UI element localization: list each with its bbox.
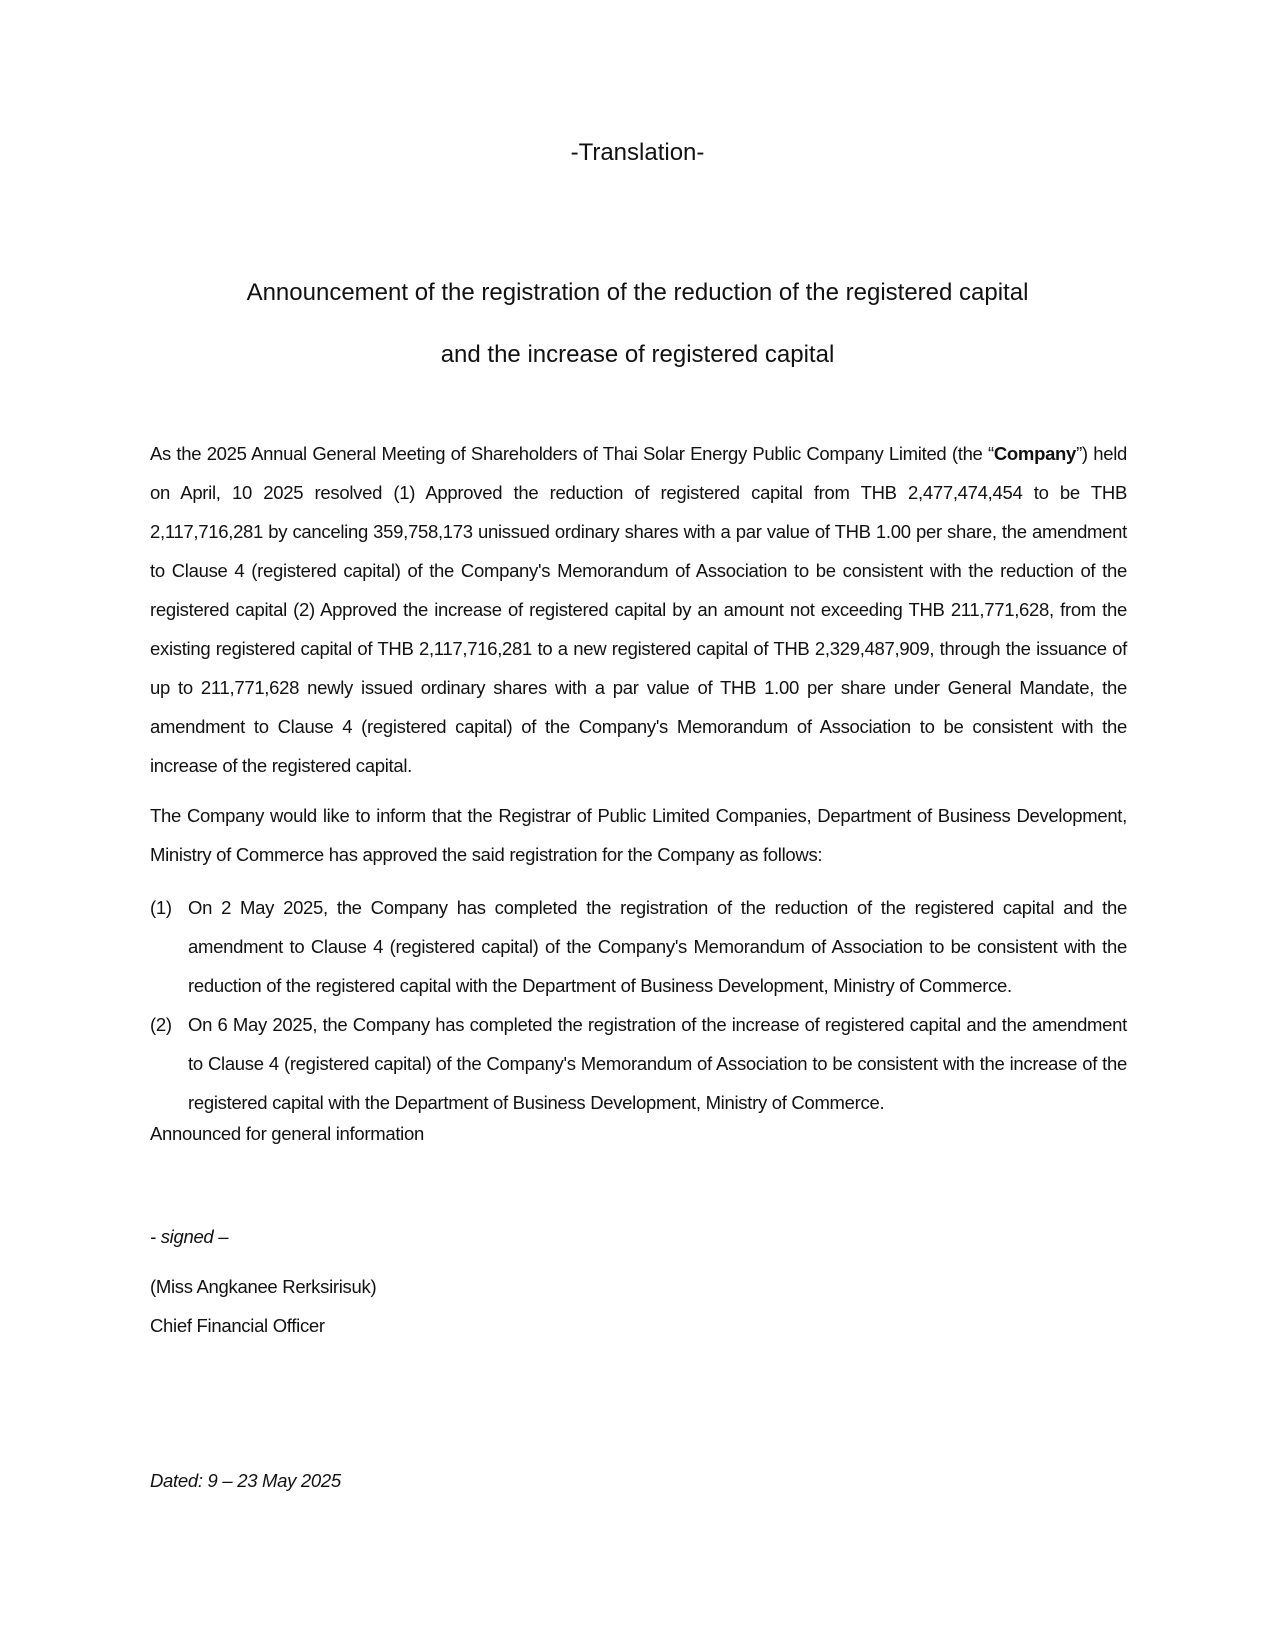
list-item-marker: (2): [150, 1014, 172, 1035]
registration-list: [150, 888, 1127, 1122]
registrar-approval-paragraph: The Company would like to inform that the Registrar of Public Limited Companies, Department of Business Development, Ministry of Commerce has approved the said registration for the Company as follows:: [150, 805, 1127, 865]
resolution-text-rest: ”) held on April, 10 2025 resolved (1) Approved the reduction of registered capital from THB 2,477,474,454 to be THB 2,117,716,281 by canceling 359,758,173 unissued ordinary shares with a par value of THB 1.00 per share, the amendment to Clause 4 (registered capital) of the Company's Memorandum of Association to be consistent with the reduction of the registered capital (2) Approved the increase of registered capital by an amount not exceeding THB 211,771,628, from the existing registered capital of THB 2,117,716,281 to a new registered capital of THB 2,329,487,909, through the issuance of up to 211,771,628 newly issued ordinary shares with a par value of THB 1.00 per share under General Mandate, the amendment to Clause 4 (registered capital) of the Company's Memorandum of Association to be consistent with the increase of the registered capital.: [150, 443, 1128, 776]
company-defined-term: Company: [993, 443, 1077, 464]
signer-title: Chief Financial Officer: [150, 1315, 325, 1336]
signer-name: (Miss Angkanee Rerksirisuk): [150, 1276, 377, 1297]
document-title: [150, 262, 1125, 386]
dated-line: Dated: 9 – 23 May 2025: [150, 1470, 341, 1491]
resolution-text-start: As the 2025 Annual General Meeting of Shareholders of Thai Solar Energy Public Company Limited (the “: [150, 443, 994, 464]
list-item: [150, 1005, 1127, 1122]
translation-label: -Translation-: [570, 139, 705, 166]
announcement-closing: Announced for general information: [150, 1123, 424, 1144]
list-item: [150, 888, 1127, 1005]
list-item-marker: (1): [150, 897, 172, 918]
resolution-paragraph: [150, 434, 1127, 785]
signed-mark: - signed –: [150, 1226, 229, 1247]
list-item-text: On 6 May 2025, the Company has completed the registration of the increase of registered capital and the amendment to Clause 4 (registered capital) of the Company's Memorandum of Association to be consistent with the increase of the registered capital with the Department of Business Development, Ministry of Commerce.: [188, 1014, 1127, 1113]
document-title-line-1: Announcement of the registration of the reduction of the registered capital: [246, 279, 1029, 306]
list-item-text: On 2 May 2025, the Company has completed the registration of the reduction of the registered capital and the amendment to Clause 4 (registered capital) of the Company's Memorandum of Association to be consistent with the reduction of the registered capital with the Department of Business Development, Ministry of Commerce.: [188, 897, 1127, 996]
document-title-line-2: and the increase of registered capital: [440, 341, 835, 368]
